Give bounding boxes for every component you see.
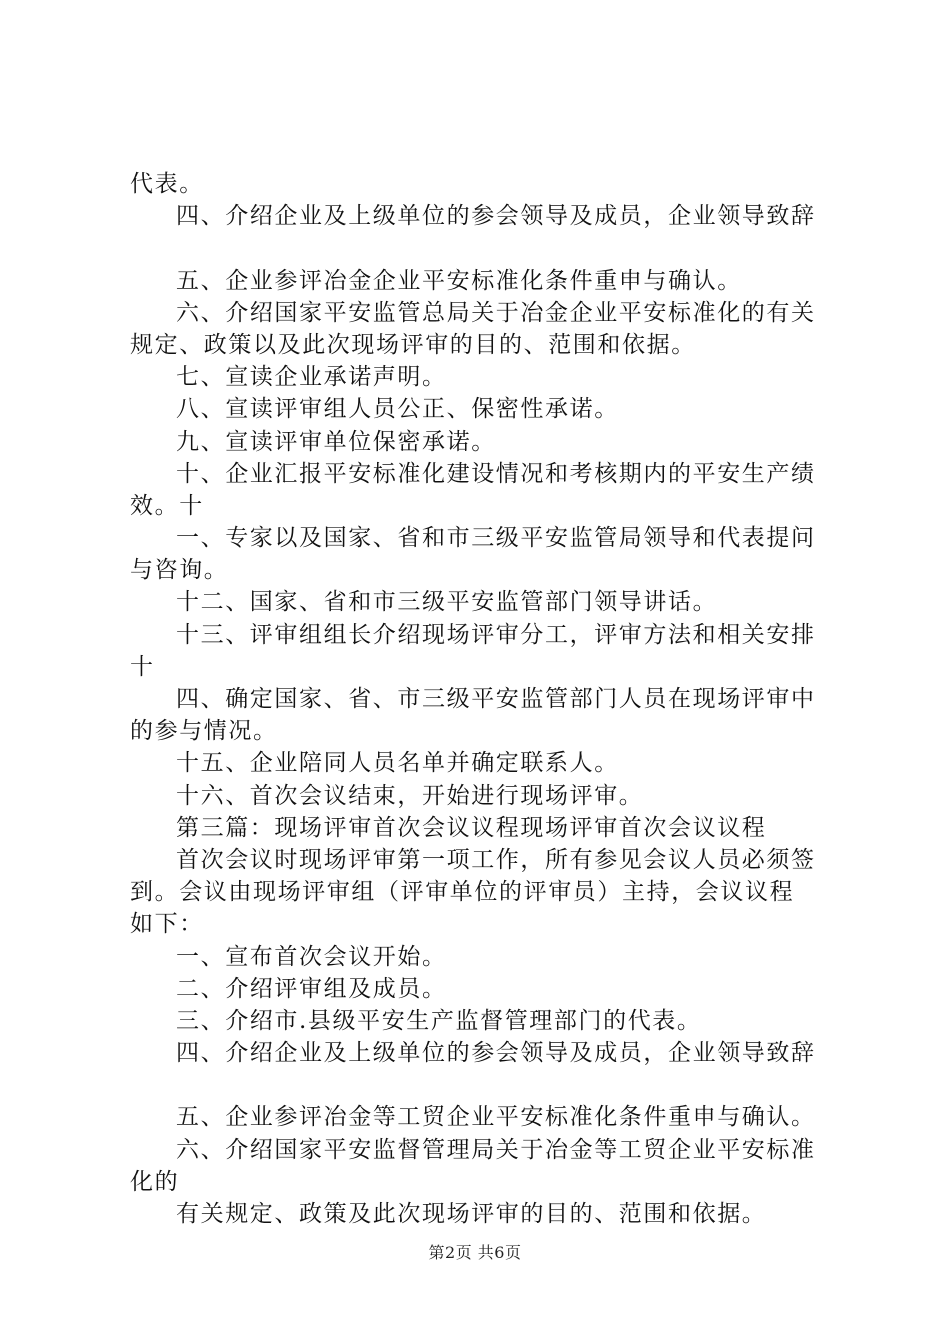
text-line: 规定、政策以及此次现场评审的目的、范围和依据。: [130, 331, 696, 358]
text-line: 的参与情况。: [130, 718, 278, 745]
text-line: 一、宣布首次会议开始。: [176, 943, 447, 970]
text-line: 效。十: [130, 492, 204, 519]
text-line: 与咨询。: [130, 557, 229, 584]
document-body: [130, 168, 835, 1230]
text-line: 七、宣读企业承诺声明。: [176, 364, 447, 391]
blank-line: [130, 232, 835, 264]
text-line: 三、介绍市.县级平安生产监督管理部门的代表。: [176, 1007, 702, 1034]
text-line: 五、企业参评冶金等工贸企业平安标准化条件重申与确认。: [176, 1104, 816, 1131]
text-line: 首次会议时现场评审第一项工作，所有参见会议人员必须签: [176, 846, 816, 873]
text-line: 九、宣读评审单位保密承诺。: [176, 428, 496, 455]
text-line: 五、企业参评冶金企业平安标准化条件重申与确认。: [176, 267, 742, 294]
text-line: 六、介绍国家平安监督管理局关于冶金等工贸企业平安标准: [176, 1136, 816, 1163]
page-footer: [0, 1240, 950, 1263]
blank-line: [130, 1069, 835, 1101]
text-line: 有关规定、政策及此次现场评审的目的、范围和依据。: [176, 1201, 767, 1227]
text-line: 十: [130, 653, 155, 680]
text-line: 十、企业汇报平安标准化建设情况和考核期内的平安生产绩: [176, 460, 816, 487]
text-line: 四、介绍企业及上级单位的参会领导及成员，企业领导致辞: [176, 1040, 816, 1067]
text-line: 四、介绍企业及上级单位的参会领导及成员，企业领导致辞: [176, 203, 816, 230]
text-line: 十六、首次会议结束，开始进行现场评审。: [176, 782, 644, 809]
text-line: 到。会议由现场评审组（评审单位的评审员）主持，会议议程: [130, 879, 795, 906]
text-line: 六、介绍国家平安监管总局关于冶金企业平安标准化的有关: [176, 299, 816, 326]
text-line: 八、宣读评审组人员公正、保密性承诺。: [176, 396, 619, 423]
text-line: 二、介绍评审组及成员。: [176, 975, 447, 1002]
text-line: 一、专家以及国家、省和市三级平安监管局领导和代表提问: [176, 525, 816, 552]
text-line: 十二、国家、省和市三级平安监管部门领导讲话。: [176, 589, 718, 616]
text-line: 如下：: [130, 911, 204, 938]
text-line: 四、确定国家、省、市三级平安监管部门人员在现场评审中: [176, 686, 816, 712]
section-heading: 第三篇：现场评审首次会议议程现场评审首次会议议程: [176, 814, 767, 841]
text-line: 代表。: [130, 171, 204, 197]
text-line: 十五、企业陪同人员名单并确定联系人。: [176, 750, 619, 777]
page-number-label: 第2页 共6页: [428, 1243, 522, 1262]
text-line: 十三、评审组组长介绍现场评审分工，评审方法和相关安排: [176, 621, 816, 648]
text-line: 化的: [130, 1168, 180, 1195]
